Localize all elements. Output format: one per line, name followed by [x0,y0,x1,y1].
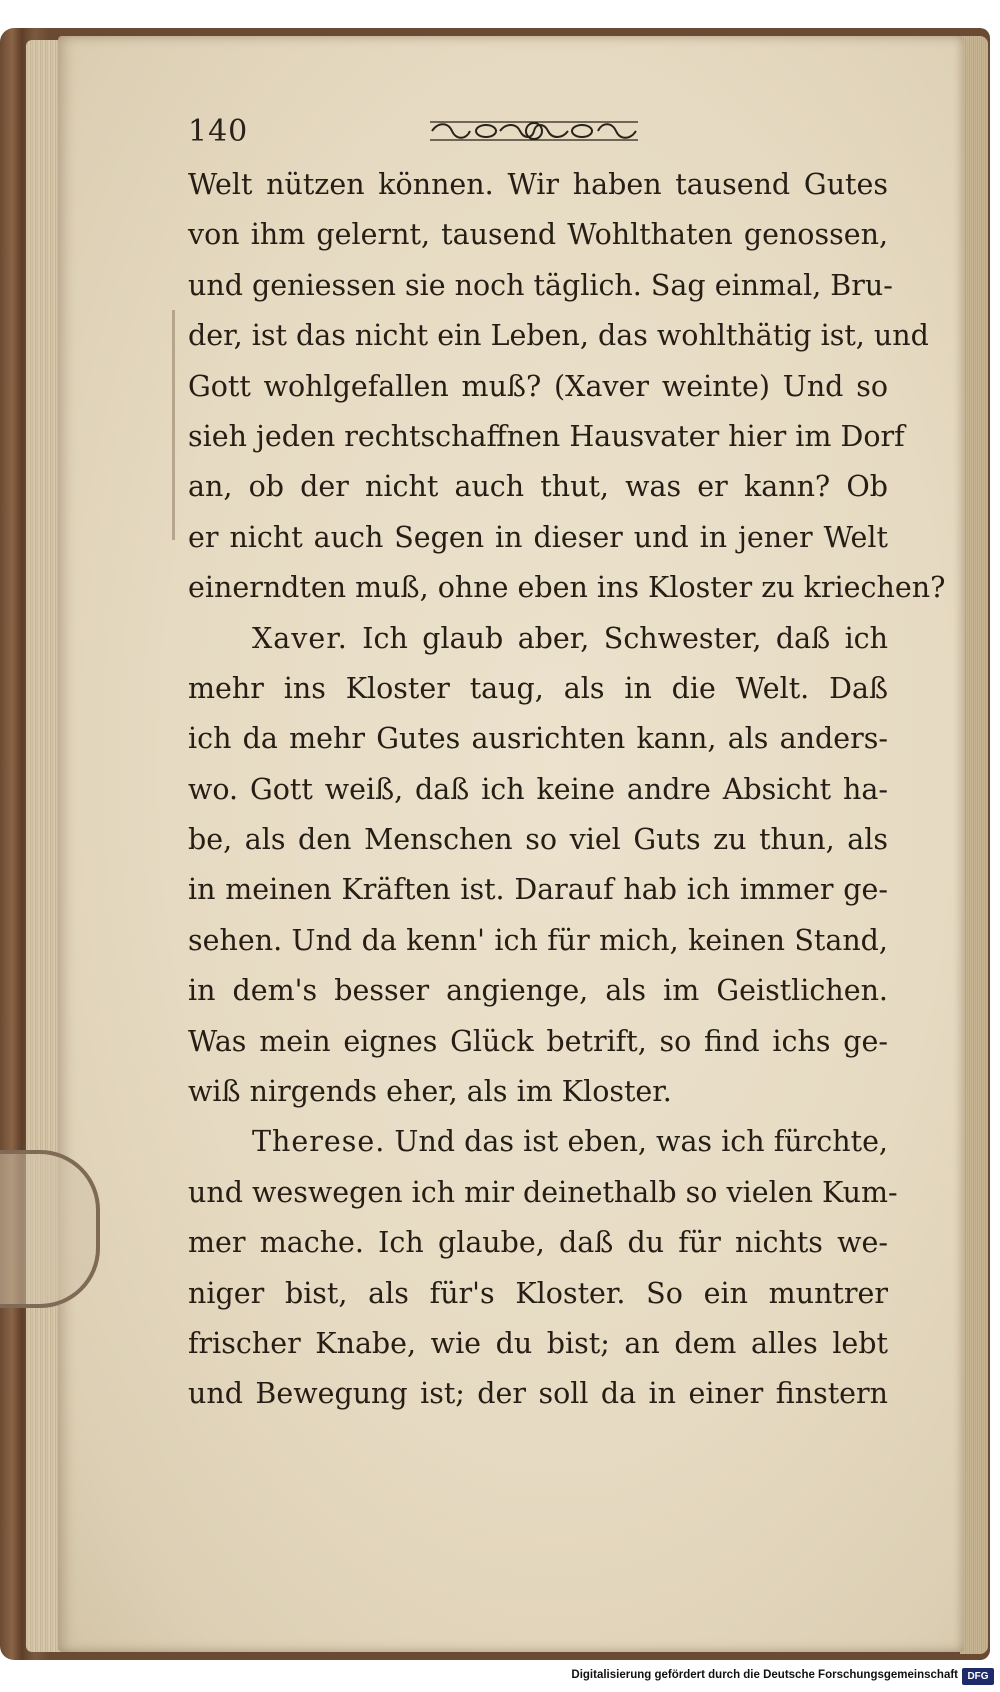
page-number: 140 [188,114,249,149]
text-line: niger bist, als für's Kloster. So ein muntrer [188,1276,888,1310]
text-line: und weswegen ich mir deinethalb so vielen Kum- [188,1175,898,1209]
speaker-name: Therese. [252,1125,386,1159]
text-line: und geniessen sie noch täglich. Sag einmal, Bru- [188,268,893,302]
body-text [188,160,946,1420]
dialogue-line: Therese. Und das ist eben, was ich fürchte, [252,1125,888,1159]
funding-credit: Digitalisierung gefördert durch die Deutsche Forschungsgemeinschaft [571,1669,958,1681]
text-line: in meinen Kräften ist. Darauf hab ich immer ge- [188,873,888,907]
text-line: mehr ins Kloster taug, als in die Welt. Daß [188,671,888,705]
dfg-logo-icon: DFG [962,1668,994,1685]
text-line: Welt nützen können. Wir haben tausend Gutes [188,168,888,201]
text-line: ich da mehr Gutes ausrichten kann, als anders- [188,722,888,756]
text-line: einerndten muß, ohne eben ins Kloster zu kriechen? [188,571,946,605]
dialogue-line: Xaver. Ich glaub aber, Schwester, daß ich [252,621,888,655]
header-ornament-icon [428,118,640,144]
text-line: von ihm gelernt, tausend Wohlthaten genossen, [188,218,888,252]
text-line: sehen. Und da kenn' ich für mich, keinen Stand, [188,923,888,957]
text-line: wo. Gott weiß, daß ich keine andre Absicht ha- [188,772,888,806]
text-line: Was mein eignes Glück betrift, so find ichs ge- [188,1024,888,1058]
text-line: be, als den Menschen so viel Guts zu thun, als [188,823,888,857]
text-line: sieh jeden rechtschaffnen Hausvater hier im Dorf [188,419,905,453]
text-line: er nicht auch Segen in dieser und in jener Welt [188,520,888,554]
speaker-name: Xaver. [252,621,348,655]
text-line: der, ist das nicht ein Leben, das wohlthätig ist, und [188,319,929,353]
text-line: Gott wohlgefallen muß? (Xaver weinte) Und so [188,369,888,403]
margin-pencil-mark [172,310,175,540]
bookmark-clip [0,1150,100,1308]
text-line: mer mache. Ich glaube, daß du für nichts we- [188,1226,888,1260]
text-line: wiß nirgends eher, als im Kloster. [188,1075,672,1109]
page-edges-right [960,36,988,1654]
text-line: in dem's besser angienge, als im Geistlichen. [188,974,888,1008]
text-line: frischer Knabe, wie du bist; an dem alles lebt [188,1326,888,1360]
digitization-footer [0,1664,1000,1692]
text-line: und Bewegung ist; der soll da in einer finstern [188,1377,888,1411]
text-line: an, ob der nicht auch thut, was er kann? Ob [188,470,888,504]
